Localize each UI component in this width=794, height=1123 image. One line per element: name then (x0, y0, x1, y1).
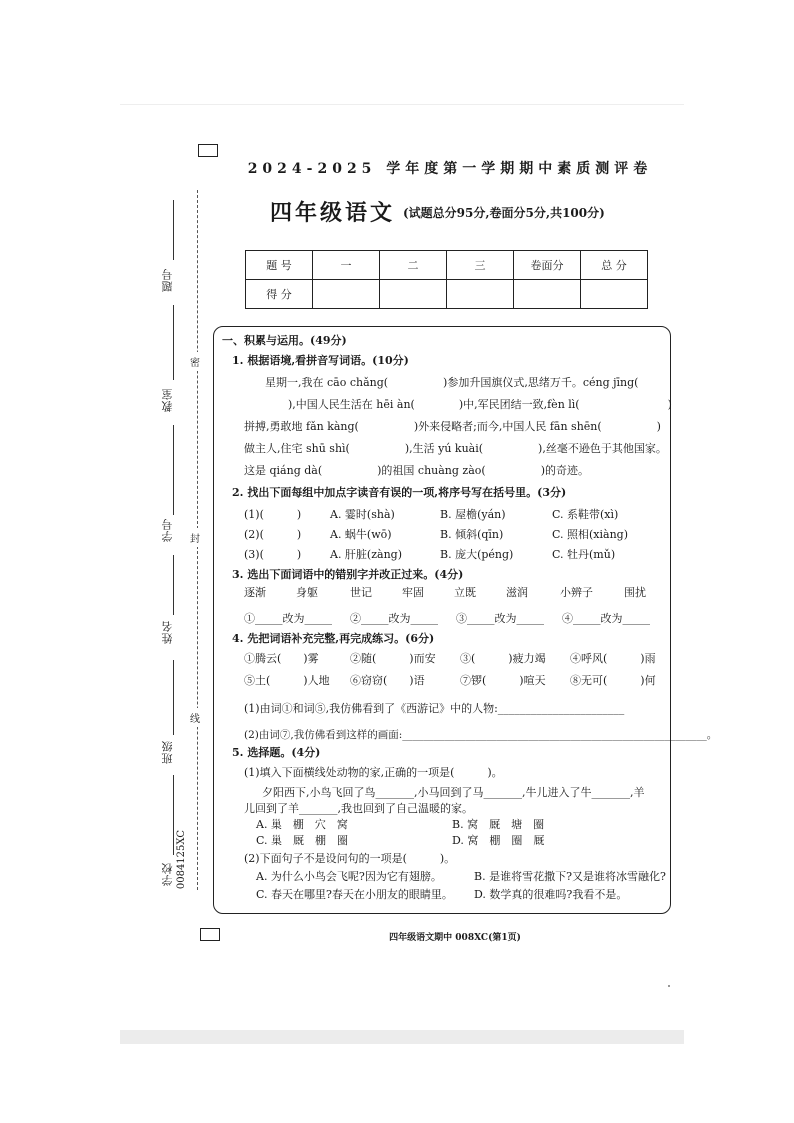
seal-char-mi: 密 (190, 352, 200, 371)
bottom-band (120, 1030, 684, 1044)
q3-word: 身躯 (296, 586, 318, 599)
q4-sub1: (1)由词①和词⑤,我仿佛看到了《西游记》中的人物:_______________________ (244, 702, 625, 715)
q1-title: 1. 根据语境,看拼音写词语。(10分) (232, 354, 409, 367)
score-cell[interactable] (447, 280, 514, 309)
q3-word: 小辨子 (560, 586, 593, 599)
q4-idiom: ②随( )而安 (350, 652, 436, 665)
margin-line (173, 425, 174, 515)
q2-option-b: B. 庞大(péng) (440, 548, 514, 561)
margin-line (173, 555, 174, 615)
q4-title: 4. 先把词语补充完整,再完成练习。(6分) (232, 632, 435, 645)
q3-word: 逐渐 (244, 586, 266, 599)
q2-option-c: C. 照相(xiàng) (552, 528, 629, 541)
margin-label-class: 班级 (161, 740, 174, 764)
q5-sub2: (2)下面句子不是设问句的一项是( )。 (244, 852, 456, 865)
top-rule (120, 104, 684, 105)
margin-label-student-id: 学号 (161, 518, 174, 542)
section-title: 一、积累与运用。(49分) (222, 334, 347, 347)
score-table (245, 250, 648, 309)
q2-option-b: B. 倾斜(qīn) (440, 528, 504, 541)
score-col-1: 一 (313, 251, 380, 280)
q5-sub2-option-d: D. 数学真的很难吗?我看不是。 (474, 888, 628, 901)
score-cell[interactable] (380, 280, 447, 309)
serial-number: 0084125XC (176, 830, 187, 890)
q1-line: 拼搏,勇敢地 fǎn kàng( )外来侵略者;而今,中国人民 fān shēn( ) (244, 420, 661, 433)
q3-title: 3. 选出下面词语中的错别字并改正过来。(4分) (232, 568, 464, 581)
q5-passage: 夕阳西下,小鸟飞回了鸟_______,小马回到了马_______,牛儿进入了牛_______,羊 (262, 786, 645, 799)
score-row-header-question: 题 号 (246, 251, 313, 280)
score-col-2: 二 (380, 251, 447, 280)
q3-blank[interactable]: ②_____改为_____ (350, 612, 438, 625)
q2-option-a: A. 霎时(shà) (330, 508, 395, 521)
score-cell[interactable] (514, 280, 581, 309)
margin-line (173, 660, 174, 735)
q1-line: 这是 qiáng dà( )的祖国 chuàng zào( )的奇迹。 (244, 464, 589, 477)
q5-option-b: B. 窝 厩 塘 圈 (452, 818, 545, 831)
q5-option-c: C. 巢 厩 棚 圈 (256, 834, 349, 847)
seal-char-feng: 封 (190, 528, 200, 547)
margin-line (173, 305, 174, 380)
q2-option-a: A. 肝脏(zàng) (330, 548, 402, 561)
q3-word: 立既 (454, 586, 476, 599)
subject-note: (试题总分95分,卷面分5分,共100分) (403, 206, 605, 220)
q4-idiom: ⑦锣( )喧天 (460, 674, 546, 687)
q4-idiom: ⑧无可( )何 (570, 674, 656, 687)
q3-word: 围扰 (624, 586, 646, 599)
q2-row-num: (1)( ) (244, 508, 302, 521)
score-cell[interactable] (581, 280, 648, 309)
score-col-neatness: 卷面分 (514, 251, 581, 280)
corner-box-bottom (200, 928, 220, 941)
q3-blank[interactable]: ③_____改为_____ (456, 612, 544, 625)
scan-speck (668, 985, 670, 987)
exam-title: 2024-2025 学年度第一学期期中素质测评卷 (247, 161, 653, 177)
q4-idiom: ⑥窃窃( )语 (350, 674, 425, 687)
score-row-header-points: 得 分 (246, 280, 313, 309)
q5-sub2-option-a: A. 为什么小鸟会飞呢?因为它有翅膀。 (256, 870, 442, 883)
q5-title: 5. 选择题。(4分) (232, 746, 321, 759)
margin-label-ticket: 题号 (161, 268, 174, 292)
page-footer: 四年级语文期中 008XC(第1页) (389, 933, 521, 943)
q4-idiom: ⑤土( )人地 (244, 674, 330, 687)
q1-line: 星期一,我在 cāo chǎng( )参加升国旗仪式,思绪万千。céng jīng( (265, 376, 639, 389)
q2-option-c: C. 系鞋带(xì) (552, 508, 619, 521)
q5-sub2-option-b: B. 是谁将雪花撒下?又是谁将冰雪融化? (474, 870, 666, 883)
q3-word: 牢固 (402, 586, 424, 599)
q2-option-b: B. 屋檐(yán) (440, 508, 506, 521)
margin-line (173, 200, 174, 260)
q5-passage: 儿回到了羊_______,我也回到了自己温暖的家。 (244, 802, 473, 815)
q2-option-a: A. 蜗牛(wō) (330, 528, 392, 541)
corner-box-top (198, 144, 218, 157)
score-col-total: 总 分 (581, 251, 648, 280)
q3-blank[interactable]: ④_____改为_____ (562, 612, 650, 625)
q2-option-c: C. 牡丹(mǔ) (552, 548, 616, 561)
q4-idiom: ④呼风( )雨 (570, 652, 656, 665)
margin-label-school: 学校 (161, 862, 174, 886)
q3-word: 世记 (350, 586, 372, 599)
margin-label-room: 教室 (161, 388, 174, 412)
q5-sub2-option-c: C. 春天在哪里?春天在小朋友的眼睛里。 (256, 888, 453, 901)
q2-row-num: (3)( ) (244, 548, 302, 561)
q2-title: 2. 找出下面每组中加点字读音有误的一项,将序号写在括号里。(3分) (232, 486, 567, 499)
q1-line: ),中国人民生活在 hēi àn( )中,军民团结一致,fèn lì( ) (244, 398, 672, 411)
q3-blank[interactable]: ①_____改为_____ (244, 612, 332, 625)
q4-idiom: ①腾云( )雾 (244, 652, 319, 665)
q5-option-d: D. 窝 棚 圈 厩 (452, 834, 545, 847)
margin-line (173, 775, 174, 855)
seal-char-xian: 线 (190, 708, 200, 727)
q5-option-a: A. 巢 棚 穴 窝 (256, 818, 348, 831)
q3-word: 滋润 (506, 586, 528, 599)
q4-sub2: (2)由词⑦,我仿佛看到这样的画面:__________________________________________________________。 (244, 729, 718, 741)
q5-sub1: (1)填入下面横线处动物的家,正确的一项是( )。 (244, 766, 503, 779)
q1-line: 做主人,住宅 shū shì( ),生活 yú kuài( ),丝毫不逊色于其他国家。 (244, 442, 667, 455)
q4-idiom: ③( )疲力竭 (460, 652, 546, 665)
margin-label-name: 姓名 (161, 620, 174, 644)
score-col-3: 三 (447, 251, 514, 280)
subject-title: 四年级语文 (270, 200, 396, 226)
q2-row-num: (2)( ) (244, 528, 302, 541)
score-cell[interactable] (313, 280, 380, 309)
